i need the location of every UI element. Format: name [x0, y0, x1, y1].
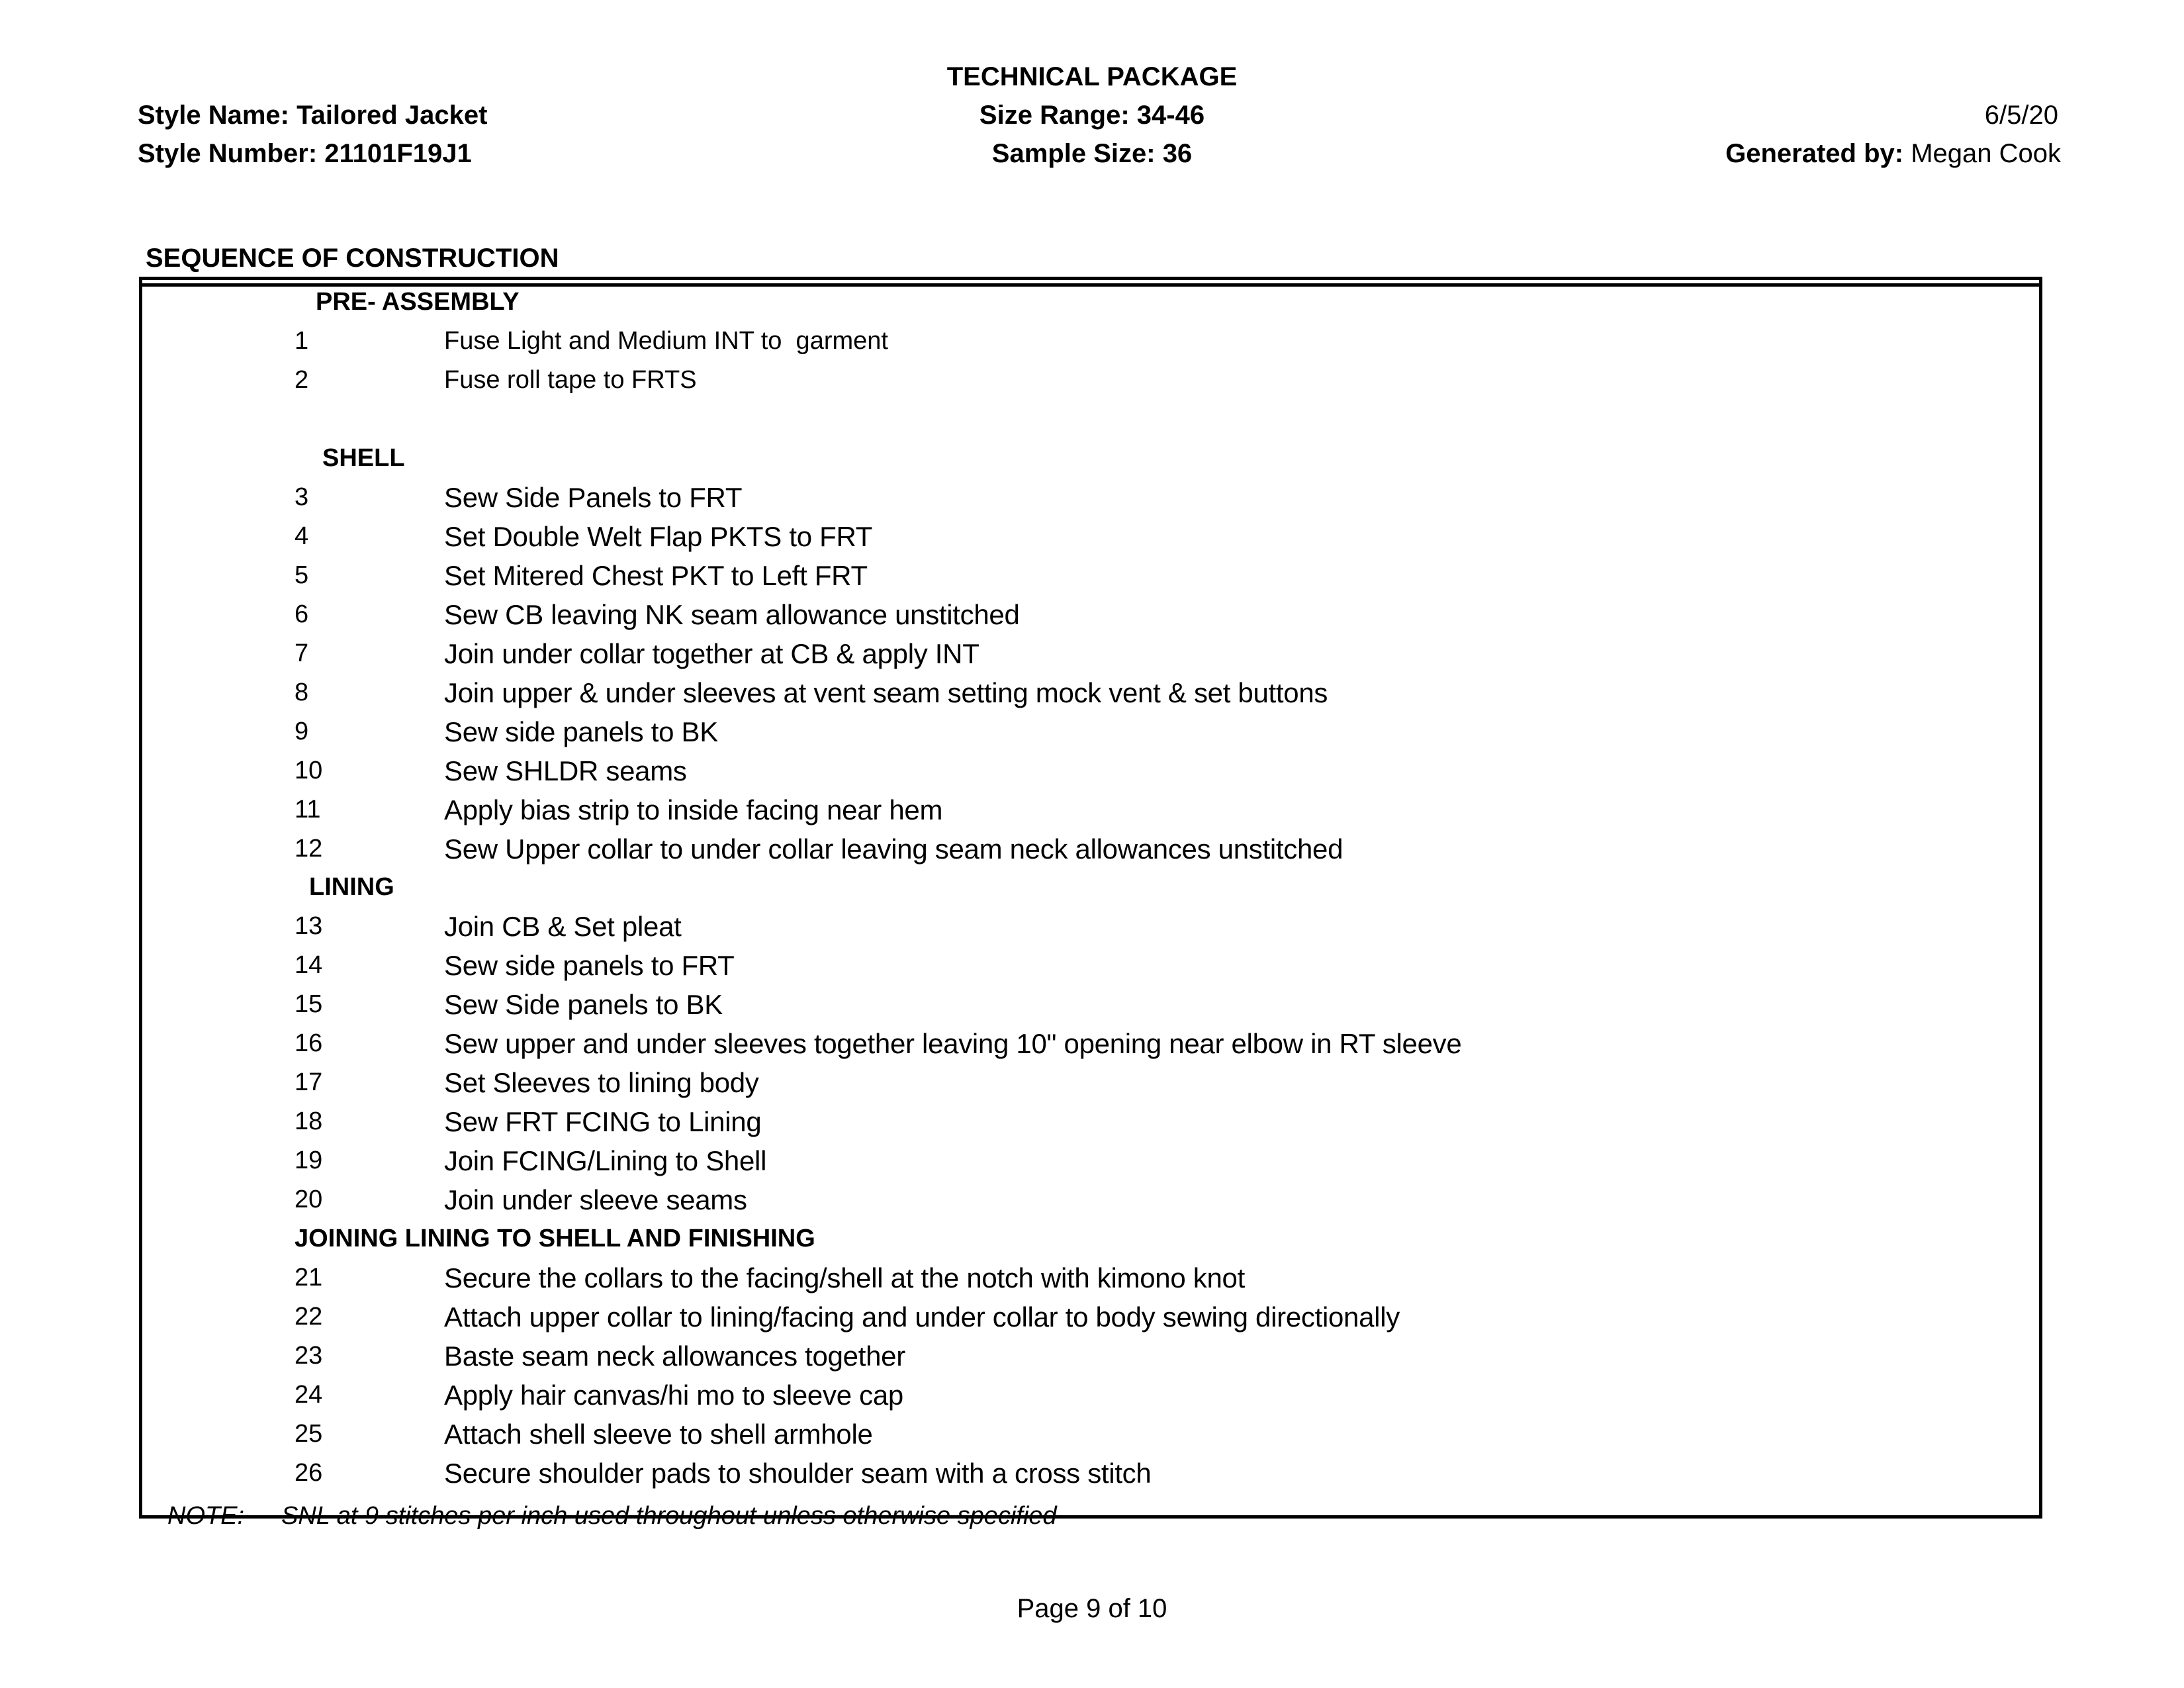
note-row — [142, 1497, 2046, 1536]
step-number: 6 — [295, 600, 309, 628]
group-heading-shell: SHELL — [322, 444, 405, 472]
construction-sequence-table — [139, 277, 2042, 1530]
step-row — [142, 1180, 2046, 1219]
section-title: SEQUENCE OF CONSTRUCTION — [146, 244, 559, 273]
step-number: 19 — [295, 1147, 323, 1174]
step-row — [142, 829, 2046, 868]
step-number: 26 — [295, 1459, 323, 1487]
step-number: 25 — [295, 1420, 323, 1448]
step-row — [142, 790, 2046, 829]
step-text: Join CB & Set pleat — [444, 911, 682, 942]
size-range — [662, 99, 1522, 131]
step-number: 17 — [295, 1068, 323, 1096]
step-text: Set Mitered Chest PKT to Left FRT — [444, 560, 868, 591]
style-name — [138, 99, 487, 131]
note-label: NOTE: — [167, 1502, 245, 1530]
note-text: SNL at 9 stitches per inch used throughout unless otherwise specified — [281, 1502, 1057, 1530]
step-number: 11 — [295, 796, 321, 823]
step-row — [142, 1454, 2046, 1493]
step-number: 3 — [295, 483, 309, 511]
document-date: 6/5/20 — [1984, 101, 2058, 130]
step-row — [142, 322, 2046, 361]
step-row — [142, 595, 2046, 634]
step-text: Join FCING/Lining to Shell — [444, 1145, 767, 1176]
step-text: Fuse Light and Medium INT to garment — [444, 327, 888, 355]
step-text: Sew FRT FCING to Lining — [444, 1106, 762, 1137]
step-text: Apply hair canvas/hi mo to sleeve cap — [444, 1380, 903, 1411]
step-text: Baste seam neck allowances together — [444, 1340, 905, 1372]
step-text: Secure the collars to the facing/shell at the notch with kimono knot — [444, 1262, 1245, 1293]
step-number: 14 — [295, 951, 323, 979]
step-number: 23 — [295, 1342, 323, 1370]
step-row — [142, 673, 2046, 712]
step-number: 16 — [295, 1029, 323, 1057]
step-text: Apply bias strip to inside facing near hem — [444, 794, 943, 825]
step-number: 1 — [295, 327, 309, 355]
step-row — [142, 712, 2046, 751]
generated-by-value: Megan Cook — [1911, 139, 2061, 168]
page-number: Page 9 of 10 — [1017, 1594, 1167, 1623]
generated-by-label: Generated by: — [1725, 139, 1904, 168]
step-row — [142, 1297, 2046, 1336]
step-number: 15 — [295, 990, 323, 1018]
style-number-value: 21101F19J1 — [324, 139, 472, 168]
group-heading-lining: LINING — [309, 873, 394, 901]
step-row — [142, 751, 2046, 790]
step-number: 21 — [295, 1264, 323, 1291]
step-text: Sew Side Panels to FRT — [444, 482, 743, 513]
step-number: 2 — [295, 366, 309, 394]
step-text: Sew Upper collar to under collar leaving seam neck allowances unstitched — [444, 833, 1343, 865]
step-number: 22 — [295, 1303, 323, 1331]
step-row — [142, 1376, 2046, 1415]
step-text: Join under collar together at CB & apply INT — [444, 638, 979, 669]
step-row — [142, 1336, 2046, 1376]
size-range-value: 34-46 — [1136, 101, 1205, 130]
step-row — [142, 1141, 2046, 1180]
step-number: 13 — [295, 912, 323, 940]
step-text: Set Sleeves to lining body — [444, 1067, 759, 1098]
step-text: Sew upper and under sleeves together leaving 10" opening near elbow in RT sleeve — [444, 1028, 1462, 1059]
step-number: 5 — [295, 561, 309, 589]
step-text: Attach upper collar to lining/facing and under collar to body sewing directionally — [444, 1301, 1400, 1333]
step-text: Join upper & under sleeves at vent seam setting mock vent & set buttons — [444, 677, 1328, 708]
step-text: Sew SHLDR seams — [444, 755, 687, 786]
step-row — [142, 946, 2046, 985]
step-row — [142, 1415, 2046, 1454]
step-text: Set Double Welt Flap PKTS to FRT — [444, 521, 873, 552]
step-text: Fuse roll tape to FRTS — [444, 366, 697, 394]
style-name-value: Tailored Jacket — [296, 101, 488, 130]
generated-by — [1598, 138, 2061, 169]
step-text: Sew side panels to FRT — [444, 950, 735, 981]
step-row — [142, 1102, 2046, 1141]
step-row — [142, 556, 2046, 595]
style-number-label: Style Number: — [138, 139, 318, 168]
step-row — [142, 478, 2046, 517]
step-text: Sew CB leaving NK seam allowance unstitched — [444, 599, 1020, 630]
group-heading-pre-assembly: PRE- ASSEMBLY — [316, 288, 520, 316]
sample-size — [662, 138, 1522, 169]
step-number: 7 — [295, 639, 309, 667]
step-number: 10 — [295, 757, 323, 784]
sample-size-value: 36 — [1162, 139, 1193, 168]
step-row — [142, 517, 2046, 556]
step-number: 24 — [295, 1381, 323, 1409]
step-number: 8 — [295, 679, 309, 706]
style-number — [138, 138, 472, 169]
step-text: Secure shoulder pads to shoulder seam with a cross stitch — [444, 1458, 1152, 1489]
step-row — [142, 907, 2046, 946]
step-text: Sew Side panels to BK — [444, 989, 723, 1020]
step-row — [142, 1063, 2046, 1102]
step-row — [142, 361, 2046, 400]
step-row — [142, 1024, 2046, 1063]
sample-size-label: Sample Size: — [991, 139, 1156, 168]
step-row — [142, 1258, 2046, 1297]
group-heading-joining-finishing: JOINING LINING TO SHELL AND FINISHING — [295, 1225, 815, 1252]
step-number: 9 — [295, 718, 309, 745]
step-text: Sew side panels to BK — [444, 716, 718, 747]
step-number: 20 — [295, 1186, 323, 1213]
step-number: 4 — [295, 522, 309, 550]
step-row — [142, 634, 2046, 673]
size-range-label: Size Range: — [979, 101, 1130, 130]
page-footer — [0, 1593, 2184, 1624]
style-name-label: Style Name: — [138, 101, 289, 130]
step-number: 18 — [295, 1107, 323, 1135]
step-row — [142, 985, 2046, 1024]
step-text: Attach shell sleeve to shell armhole — [444, 1419, 873, 1450]
step-number: 12 — [295, 835, 323, 863]
document-title: TECHNICAL PACKAGE — [946, 62, 1238, 91]
step-text: Join under sleeve seams — [444, 1184, 747, 1215]
